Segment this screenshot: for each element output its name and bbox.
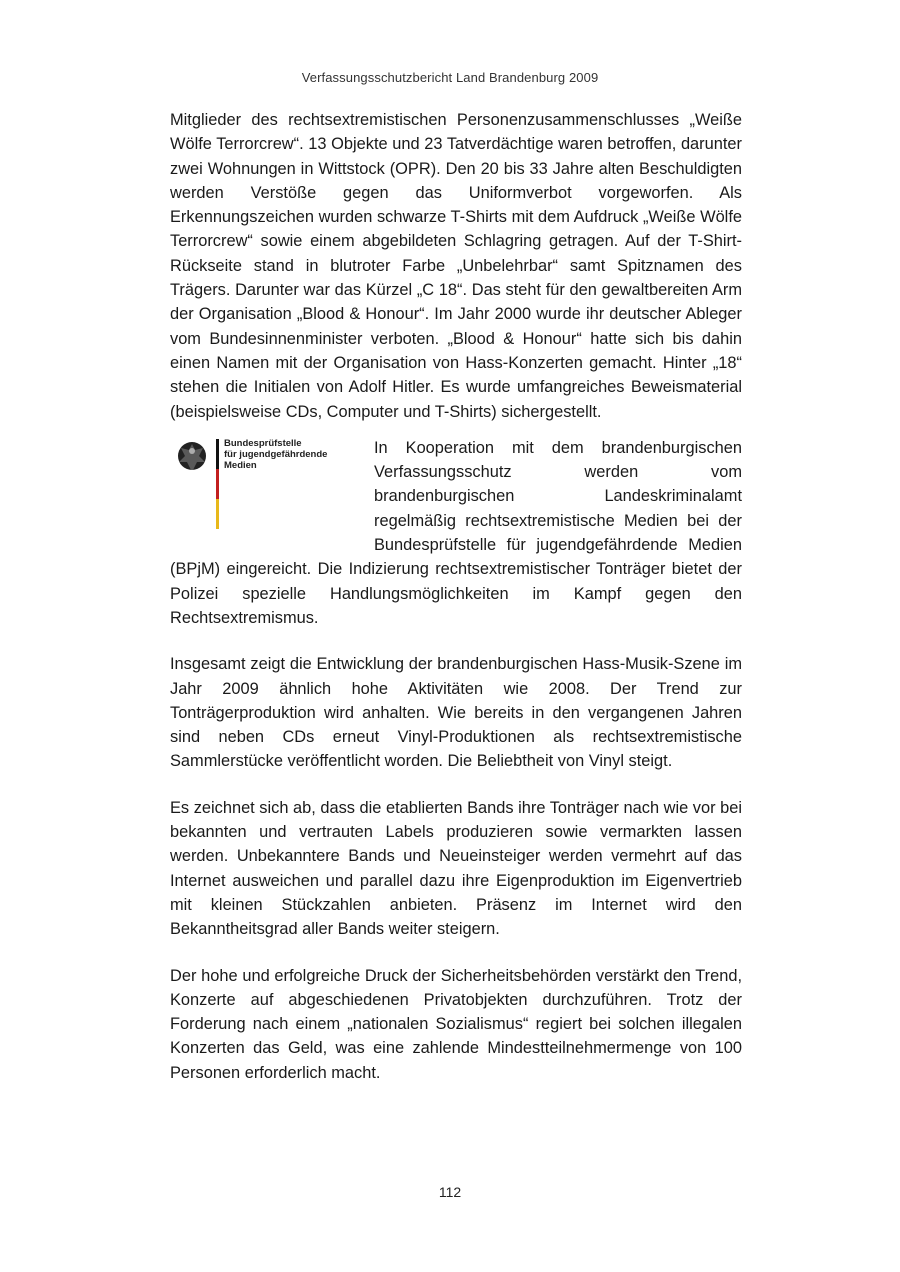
paragraph-4: Es zeichnet sich ab, dass die etablierten Bands ihre Tonträger nach wie vor bei bekannten und vertrauten Labels produzieren sowie vermarkten lassen werden. Unbekanntere Bands und Neueinsteiger werden vermehrt auf das Internet ausweichen und parallel dazu ihre Eigenproduktion im Eigenvertrieb mit kleinen Stückzahlen anbieten. Präsenz im Internet wird den Bekanntheitsgrad aller Bands weiter steigern.: [170, 798, 742, 939]
page-number: 112: [438, 1184, 462, 1200]
paragraph-3: Insgesamt zeigt die Entwicklung der brandenburgischen Hass-Musik-Szene im Jahr 2009 ähnlich hohe Aktivitäten wie 2008. Der Trend zur Tonträgerproduktion wird anhalten. Wie bereits in den vergangenen Jahren sind neben CDs erneut Vinyl-Produktionen als rechtsextremistische Sammlerstücke veröffentlicht worden. Die Beliebtheit von Vinyl steigt.: [170, 655, 742, 771]
logo-line-1: Bundesprüfstelle: [224, 437, 302, 449]
paragraph-1: Mitglieder des rechtsextremistischen Personenzusammenschlusses „Weiße Wölfe Terrorcrew“. 13 Objekte und 23 Tatverdächtige waren betroffen, darunter zwei Wohnungen in Wittstock (OPR). Den 20 bis 33 Jahre alten Beschuldigten werden Verstöße gegen das Uniformverbot vorgeworfen. Als Erkennungszeichen wurden schwarze T-Shirts mit dem Aufdruck „Weiße Wölfe Terrorcrew“ sowie einem abgebildeten Schlagring getragen. Auf der T-Shirt-Rückseite stand in blutroter Farbe „Unbelehrbar“ samt Spitznamen des Trägers. Darunter war das Kürzel „C 18“. Das steht für den gewaltbereiten Arm der Organisation „Blood & Honour“. Im Jahr 2000 wurde ihr deutscher Ableger vom Bundesinnenminister verboten. „Blood & Honour“ hatte sich bis dahin einen Namen mit der Organisation von Hass-Konzerten gemacht. Hinter „18“ stehen die Initialen von Adolf Hitler. Es wurde umfangreiches Beweismaterial (beispielsweise CDs, Computer und T-Shirts) sichergestellt.: [170, 111, 742, 421]
paragraph-2-block: [170, 436, 742, 630]
logo-text: [224, 438, 364, 471]
logo-line-2: für jugendgefährdende: [224, 448, 328, 460]
bpjm-logo: [170, 436, 366, 536]
german-flag-bar: [216, 439, 219, 529]
paragraph-2: In Kooperation mit dem brandenburgischen Verfassungsschutz werden vom brandenburgischen Landeskriminalamt regelmäßig rechtsextremistische Medien bei der Bundesprüfstelle für jugendgefährdende Medien (BPjM) eingereicht. Die Indizierung rechtsextremistischer Tonträger bietet der Polizei spezielle Handlungsmöglichkeiten im Kampf gegen den Rechtsextremismus.: [170, 438, 742, 627]
eagle-icon: [175, 440, 209, 476]
logo-line-3: Medien: [224, 459, 257, 471]
running-header: Verfassungsschutzbericht Land Brandenburg 2009: [301, 70, 599, 85]
body-text: [170, 108, 742, 1107]
paragraph-5: Der hohe und erfolgreiche Druck der Sicherheitsbehörden verstärkt den Trend, Konzerte auf abgeschiedenen Privatobjekten durchzuführen. Trotz der Forderung nach einem „nationalen Sozialismus“ regiert bei solchen illegalen Konzerten das Geld, was eine zahlende Mindestteilnehmermenge von 100 Personen erforderlich macht.: [170, 966, 742, 1082]
